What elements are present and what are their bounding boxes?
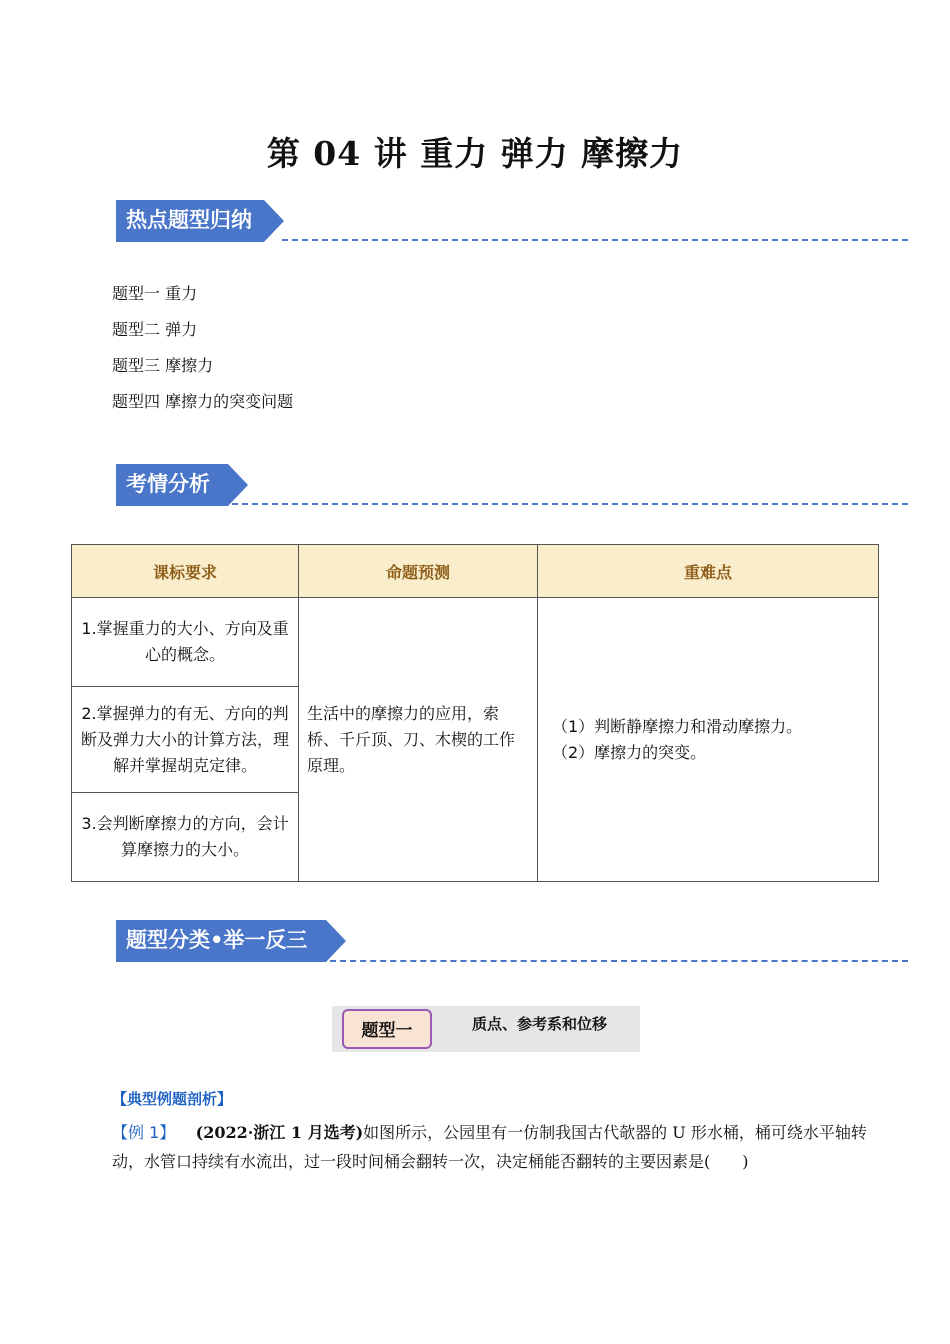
requirement-cell: 1.掌握重力的大小、方向及重心的概念。 <box>72 598 299 687</box>
example-source: (2022·浙江 1 月选考) <box>195 1123 364 1142</box>
difficulty-item: （1）判断静摩擦力和滑动摩擦力。 <box>552 716 803 736</box>
type-heading-box <box>332 1006 640 1052</box>
table-header: 命题预测 <box>299 545 538 598</box>
type-name: 质点、参考系和位移 <box>472 1015 608 1033</box>
list-item: 题型四 摩擦力的突变问题 <box>112 392 294 411</box>
prediction-cell <box>299 598 538 882</box>
banner-hot-label: 热点题型归纳 <box>126 208 252 232</box>
page-title: 第 04 讲 重力 弹力 摩擦力 <box>266 134 684 173</box>
banner-hot-types <box>116 200 286 240</box>
prediction-text: 生活中的摩擦力的应用，索桥、千斤顶、刀、木楔的工作原理。 <box>307 703 516 775</box>
difficulty-cell <box>538 598 879 882</box>
example-paragraph <box>112 1118 872 1176</box>
divider <box>320 960 908 962</box>
section-heading: 【典型例题剖析】 <box>112 1090 233 1108</box>
banner-analysis-label: 考情分析 <box>126 472 210 496</box>
divider <box>282 239 908 241</box>
banner-types-label: 题型分类•举一反三 <box>126 928 308 952</box>
divider <box>232 503 908 505</box>
banner-analysis <box>116 464 251 504</box>
difficulty-item: （2）摩擦力的突变。 <box>552 742 707 762</box>
table-header: 重难点 <box>538 545 879 598</box>
analysis-table <box>71 544 879 882</box>
example-text: 如图所示，公园里有一仿制我国古代欹器的 U 形水桶，桶可绕水平轴转动，水管口持续有水流出，过一段时间桶会翻转一次，决定桶能否翻转的主要因素是( ) <box>112 1123 867 1171</box>
requirement-cell: 2.掌握弹力的有无、方向的判断及弹力大小的计算方法，理解并掌握胡克定律。 <box>72 687 299 793</box>
list-item: 题型二 弹力 <box>112 320 198 339</box>
list-item: 题型三 摩擦力 <box>112 356 214 375</box>
requirement-cell: 3.会判断摩擦力的方向，会计算摩擦力的大小。 <box>72 793 299 882</box>
type-list <box>112 276 293 420</box>
list-item: 题型一 重力 <box>112 284 198 303</box>
table-header: 课标要求 <box>72 545 299 598</box>
example-label: 【例 1】 <box>112 1123 176 1142</box>
banner-type-classification <box>116 920 348 960</box>
type-tag: 题型一 <box>342 1009 432 1049</box>
